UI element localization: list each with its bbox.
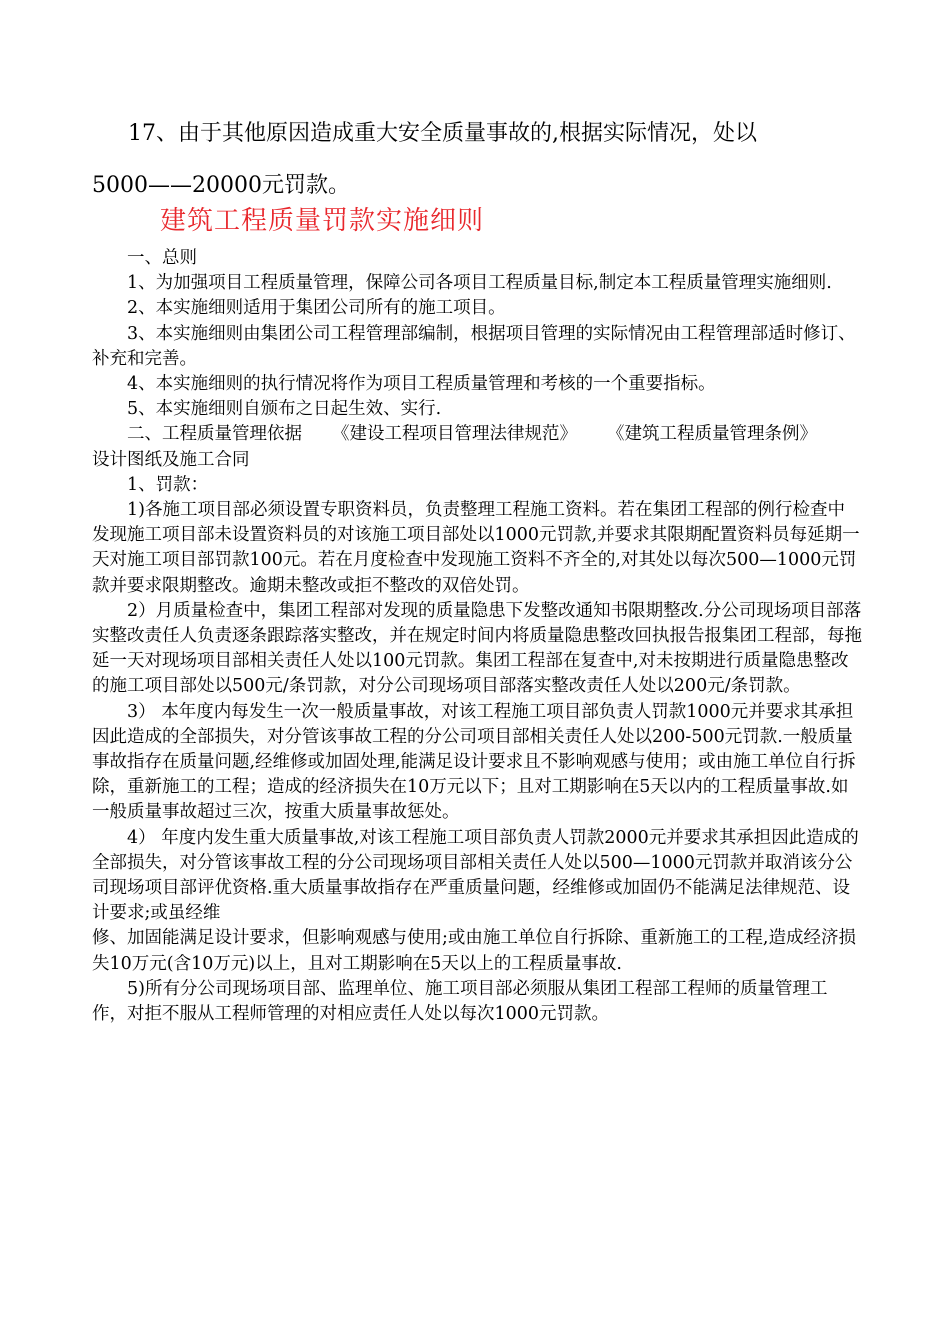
paragraph-2: 2、本实施细则适用于集团公司所有的施工项目。 — [127, 298, 506, 319]
fine-item-3: 3） 本年度内每发生一次一般质量事故，对该工程施工项目部负责人罚款1000元并要求其承担因此造成的全部损失，对分管该事故工程的分公司项目部相关责任人处以200-500元罚款.一般质量事故指存在质量问题,经维修或加固处理,能满足设计要求且不影响观感与使用；或由施工单位自行拆除，重新施工的工程；造成的经济损失在10万元以下；且对工期影响在5天以内的工程质量事故.如一般质量事故超过三次，按重大质量事故惩处。 — [92, 701, 856, 823]
fine-item-4-continued: 修、加固能满足设计要求，但影响观感与使用;或由施工单位自行拆除、重新施工的工程,造成经济损失10万元(含10万元)以上，且对工期影响在5天以上的工程质量事故. — [92, 928, 856, 974]
paragraph-1: 1、为加强项目工程质量管理，保障公司各项目工程质量目标,制定本工程质量管理实施细则. — [127, 273, 832, 294]
fine-item-5: 5)所有分公司现场项目部、监理单位、施工项目部必须服从集团工程部工程师的质量管理工作，对拒不服从工程师管理的对相应责任人处以每次1000元罚款。 — [92, 978, 828, 1025]
section-heading-general: 一、总则 — [127, 248, 197, 268]
paragraph-3: 3、本实施细则由集团公司工程管理部编制，根据项目管理的实际情况由工程管理部适时修订、补充和完善。 — [92, 323, 856, 369]
basis-law: 《建设工程项目管理法律规范》 — [332, 424, 577, 445]
document-title: 建筑工程质量罚款实施细则 — [160, 206, 485, 236]
fine-item-4: 4） 年度内发生重大质量事故,对该工程施工项目部负责人罚款2000元并要求其承担因此造成的全部损失，对分管该事故工程的分公司现场项目部相关责任人处以500—1000元罚款并取消该分公司现场项目部评优资格.重大质量事故指存在严重质量问题，经维修或加固仍不能满足法律规范、设计要求;或虽经维 — [92, 827, 859, 924]
subsection-fines: 1、罚款： — [127, 474, 209, 495]
basis-heading: 二、工程质量管理依据 — [127, 424, 302, 445]
basis-drawings: 设计图纸及施工合同 — [92, 449, 250, 470]
fine-item-1: 1)各施工项目部必须设置专职资料员，负责整理工程施工资料。若在集团工程部的例行检查中发现施工项目部未设置资料员的对该施工项目部处以1000元罚款,并要求其限期配置资料员每延期一天对施工项目部罚款100元。若在月度检查中发现施工资料不齐全的,对其处以每次500—1000元罚款并要求限期整改。逾期未整改或拒不整改的双倍处罚。 — [92, 500, 860, 596]
section-heading-basis — [92, 422, 862, 472]
paragraph-5: 5、本实施细则自颁布之日起生效、实行. — [127, 399, 442, 420]
paragraph-4: 4、本实施细则的执行情况将作为项目工程质量管理和考核的一个重要指标。 — [127, 374, 716, 395]
fine-item-2: 2）月质量检查中，集团工程部对发现的质量隐患下发整改通知书限期整改.分公司现场项目部落实整改责任人负责逐条跟踪落实整改，并在规定时间内将质量隐患整改回执报告报集团工程部，每拖延一天对现场项目部相关责任人处以100元罚款。集团工程部在复查中,对未按期进行质量隐患整改的施工项目部处以500元/条罚款，对分公司现场项目部落实整改责任人处以200元/条罚款。 — [92, 600, 862, 697]
document-body — [92, 246, 862, 1027]
intro-clause-17 — [92, 108, 862, 212]
basis-regulation: 《建筑工程质量管理条例》 — [607, 424, 817, 445]
intro-line-2: 5000——20000元罚款。 — [92, 173, 350, 198]
intro-line-1: 17、由于其他原因造成重大安全质量事故的,根据实际情况，处以 — [128, 121, 757, 146]
